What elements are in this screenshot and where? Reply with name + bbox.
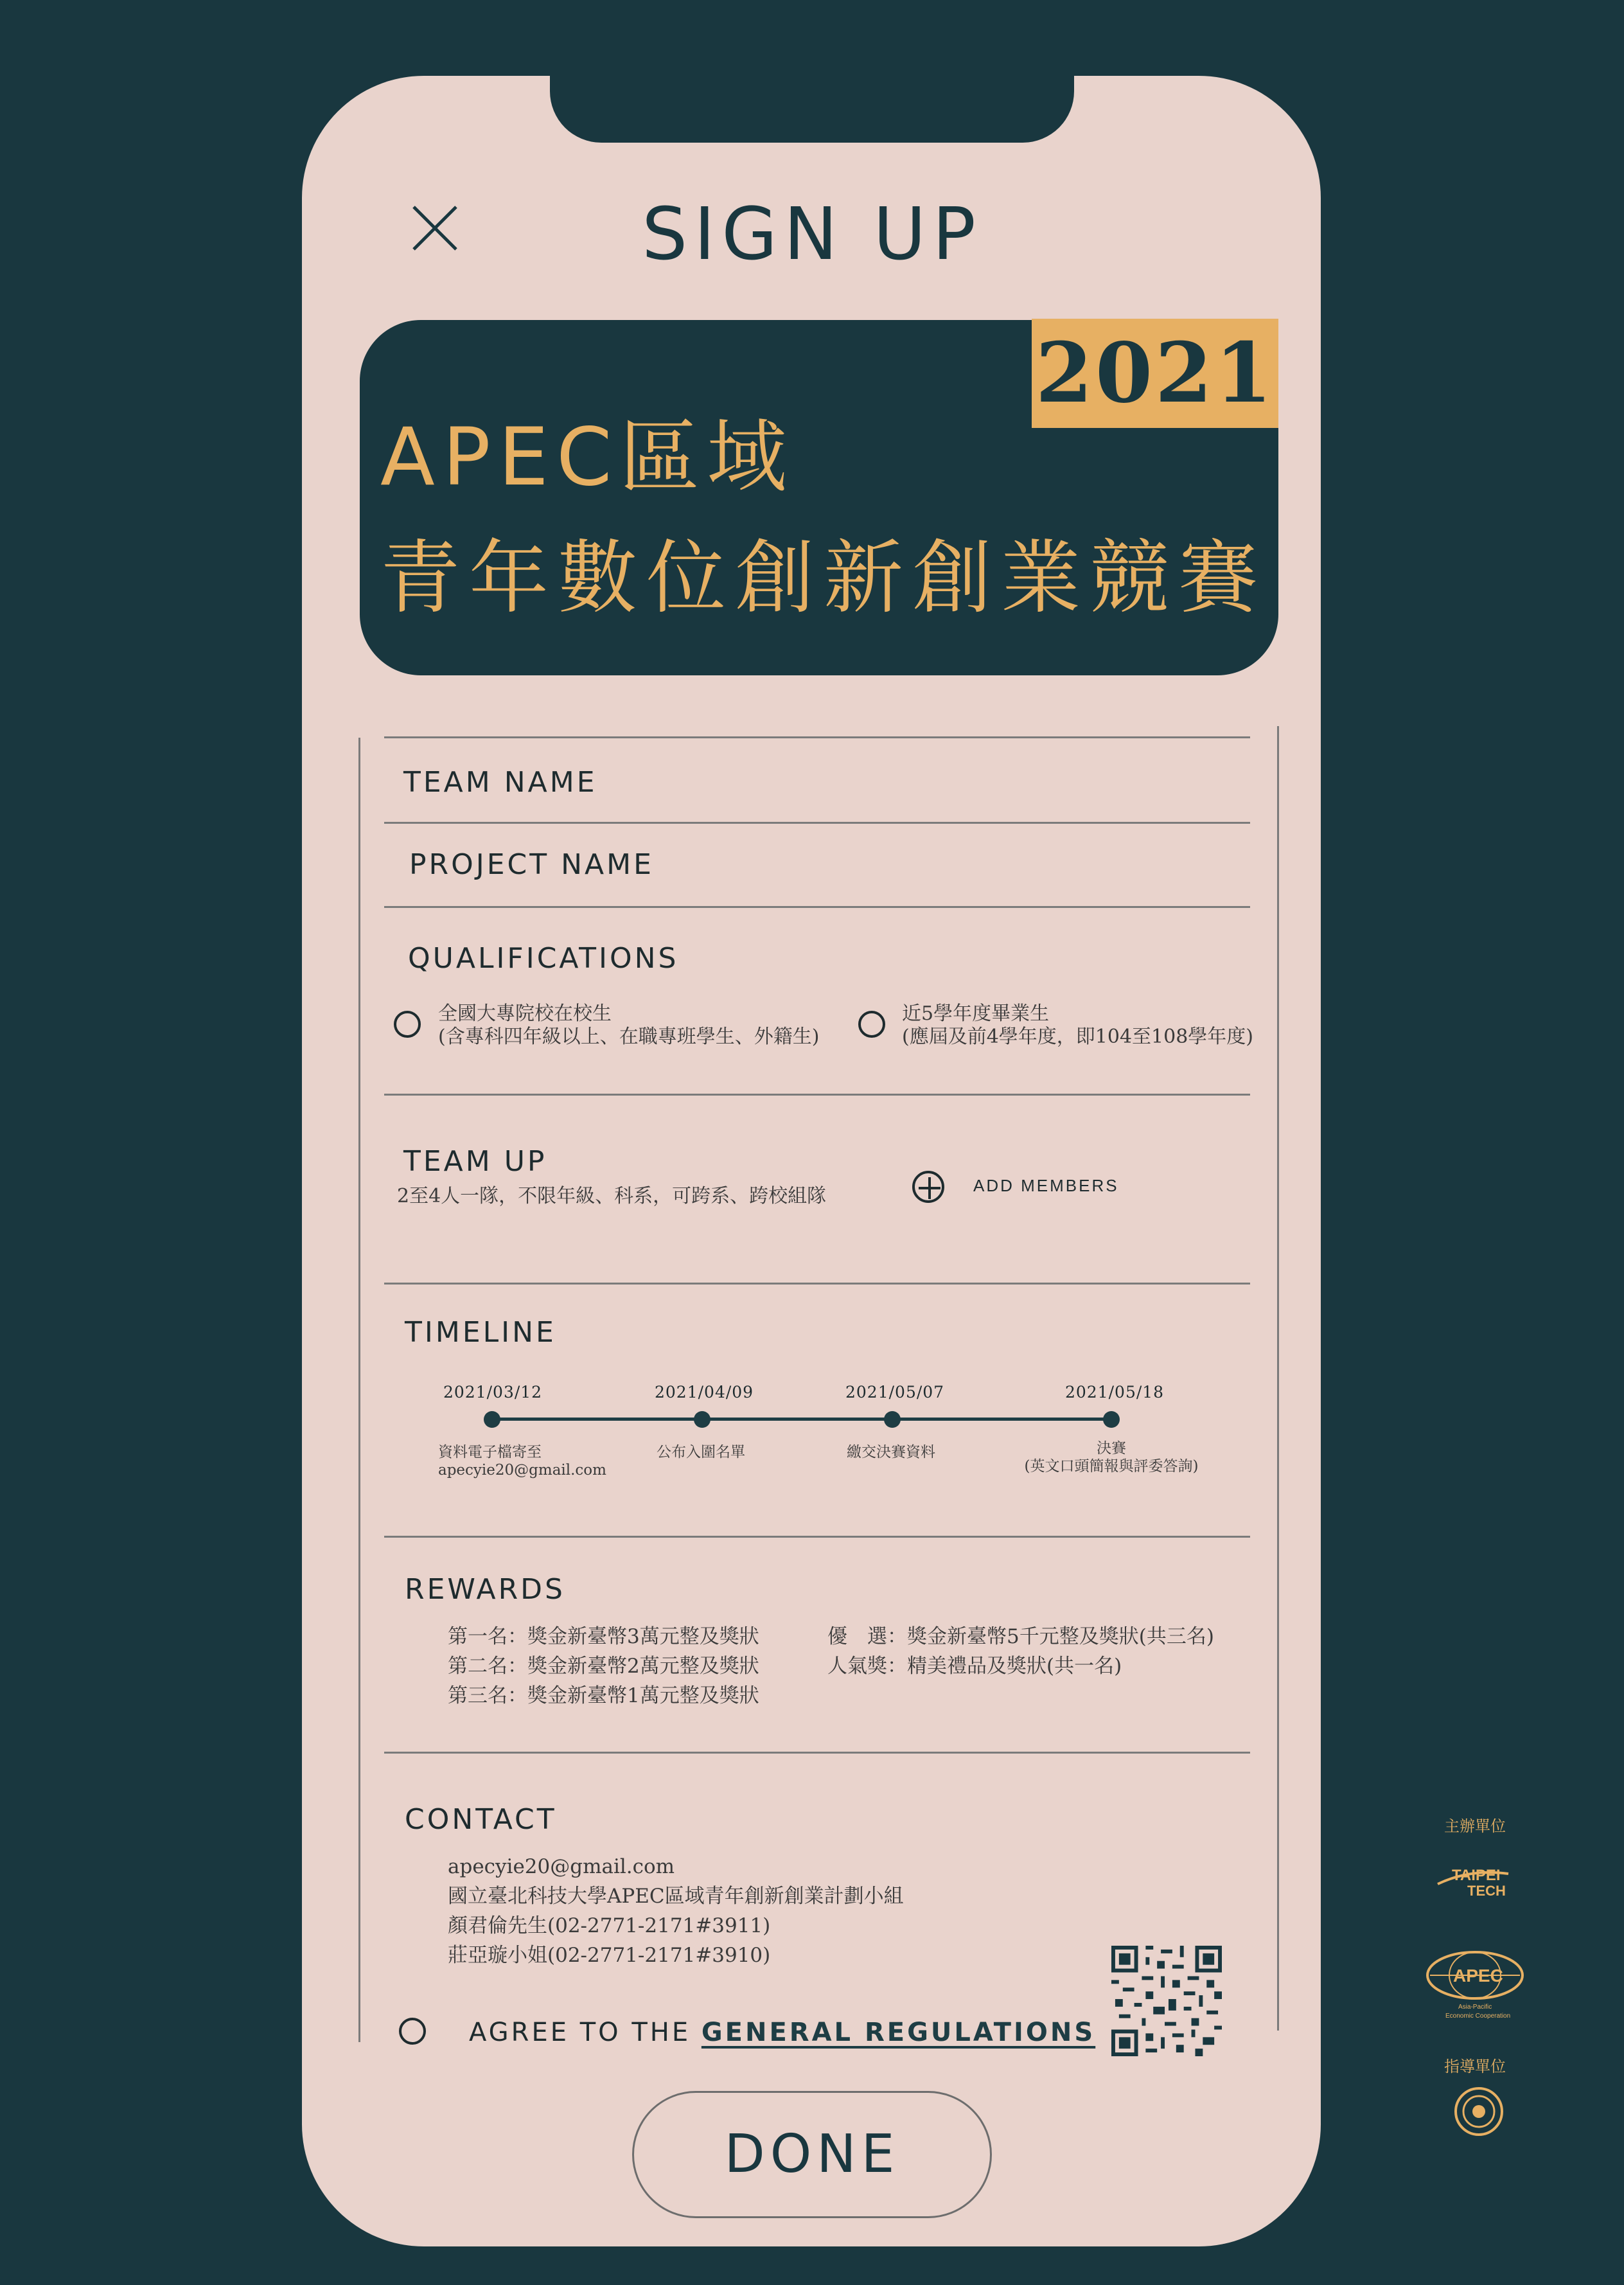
timeline-event-line1: 公布入圍名單 xyxy=(657,1444,745,1461)
timeline-date: 2021/03/12 xyxy=(443,1383,543,1401)
reward-item: 第一名：獎金新臺幣3萬元整及獎狀 xyxy=(448,1625,759,1648)
timeline-event xyxy=(657,1443,745,1461)
done-button[interactable]: DONE xyxy=(632,2091,992,2218)
divider xyxy=(384,1094,1250,1096)
qualification-option-2 xyxy=(902,1002,1253,1049)
qualification-radio-current-student[interactable] xyxy=(394,1011,421,1038)
phone-notch xyxy=(550,64,1074,143)
add-members-button[interactable]: ADD MEMBERS xyxy=(973,1176,1119,1195)
taipei-tech-logo-line2: TECH xyxy=(1467,1883,1506,1899)
divider xyxy=(384,906,1250,908)
qualification-option-1 xyxy=(438,1002,819,1049)
reward-item: 優 選：獎金新臺幣5千元整及獎狀(共三名) xyxy=(827,1625,1214,1648)
timeline-event-line1: 決賽 xyxy=(1097,1440,1126,1457)
timeline-date: 2021/05/07 xyxy=(845,1383,945,1401)
timeline-heading: TIMELINE xyxy=(405,1316,556,1349)
timeline-track xyxy=(492,1418,1111,1421)
reward-item: 第二名：獎金新臺幣2萬元整及獎狀 xyxy=(448,1655,759,1678)
rewards-list-left xyxy=(448,1622,759,1711)
apec-logo xyxy=(1424,1947,1526,2024)
team-up-description: 2至4人一隊，不限年級、科系，可跨系、跨校組隊 xyxy=(397,1185,827,1207)
apec-logo-line3: Economic Cooperation xyxy=(1445,2013,1511,2020)
form-border-right xyxy=(1277,726,1279,2031)
apec-logo-line2: Asia-Pacific xyxy=(1458,2004,1492,2011)
timeline-event xyxy=(1021,1439,1201,1475)
timeline-event xyxy=(847,1443,935,1461)
agree-radio[interactable] xyxy=(399,2018,426,2045)
timeline-event-line2: (英文口頭簡報與評委答詢) xyxy=(1024,1458,1199,1475)
banner-title-line2: 青年數位創新創業競賽 xyxy=(380,532,1267,625)
taipei-tech-logo xyxy=(1431,1856,1515,1901)
year-badge: 2021 xyxy=(1032,319,1278,428)
divider xyxy=(384,1536,1250,1538)
divider xyxy=(384,736,1250,738)
organizer-label: 主辦單位 xyxy=(1444,1818,1506,1835)
timeline-dot xyxy=(1103,1411,1120,1428)
divider xyxy=(384,1752,1250,1754)
agree-terms xyxy=(469,2018,1095,2047)
timeline-event xyxy=(438,1443,606,1479)
agree-prefix: AGREE TO THE xyxy=(469,2018,702,2047)
team-name-field[interactable]: TEAM NAME xyxy=(403,766,597,799)
banner-title-line1: APEC區域 xyxy=(380,411,795,504)
contact-email: apecyie20@gmail.com xyxy=(448,1855,675,1878)
qualification-option-2-line1: 近5學年度畢業生 xyxy=(902,1002,1050,1025)
qualifications-heading: QUALIFICATIONS xyxy=(408,942,679,975)
contact-person: 顏君倫先生(02-2771-2171#3911) xyxy=(448,1914,771,1937)
divider xyxy=(384,1283,1250,1285)
qualification-option-2-line2: (應屆及前4學年度，即104至108學年度) xyxy=(902,1026,1254,1048)
contact-heading: CONTACT xyxy=(405,1803,557,1836)
reward-item: 第三名：獎金新臺幣1萬元整及獎狀 xyxy=(448,1684,759,1707)
general-regulations-link[interactable]: GENERAL REGULATIONS xyxy=(701,2018,1096,2047)
qualification-option-1-line1: 全國大專院校在校生 xyxy=(438,1002,612,1025)
contact-person: 莊亞璇小姐(02-2771-2171#3910) xyxy=(448,1944,771,1967)
timeline-dot xyxy=(884,1411,901,1428)
taipei-tech-logo-line1: TAIPEI xyxy=(1452,1867,1501,1884)
project-name-field[interactable]: PROJECT NAME xyxy=(409,848,654,881)
timeline-event-line2: apecyie20@gmail.com xyxy=(438,1462,606,1479)
team-up-heading: TEAM UP xyxy=(403,1145,547,1178)
timeline-event-line1: 資料電子檔寄至 xyxy=(438,1444,542,1461)
qr-code-icon[interactable] xyxy=(1111,1946,1222,2056)
ministry-seal-logo xyxy=(1453,2086,1505,2137)
page-title: SIGN UP xyxy=(642,193,982,276)
contact-details xyxy=(448,1852,904,1970)
divider xyxy=(384,822,1250,824)
reward-item: 人氣獎：精美禮品及獎狀(共一名) xyxy=(827,1655,1122,1678)
qualification-option-1-line2: (含專科四年級以上、在職專班學生、外籍生) xyxy=(438,1026,820,1048)
advisor-label: 指導單位 xyxy=(1444,2058,1506,2076)
apec-logo-name: APEC xyxy=(1453,1966,1503,1986)
plus-circle-icon[interactable] xyxy=(912,1171,944,1203)
timeline-dot xyxy=(484,1411,500,1428)
qualification-radio-graduate[interactable] xyxy=(858,1011,885,1038)
timeline-event-line1: 繳交決賽資料 xyxy=(847,1444,935,1461)
rewards-list-right xyxy=(827,1622,1214,1681)
contact-organization: 國立臺北科技大學APEC區域青年創新創業計劃小組 xyxy=(448,1885,904,1908)
timeline-dot xyxy=(694,1411,710,1428)
timeline-date: 2021/05/18 xyxy=(1065,1383,1165,1401)
rewards-heading: REWARDS xyxy=(405,1573,565,1606)
timeline-date: 2021/04/09 xyxy=(655,1383,754,1401)
form-border-left xyxy=(358,738,360,2042)
